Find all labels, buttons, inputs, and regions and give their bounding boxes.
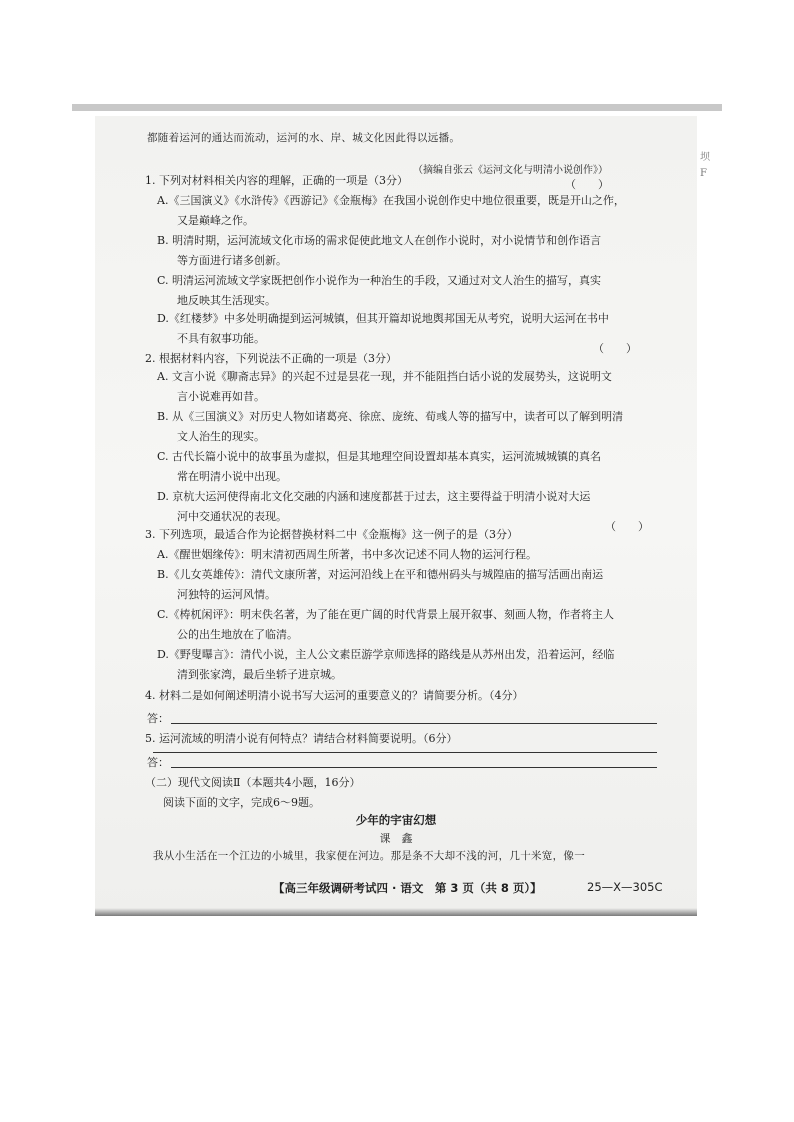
q5-answer-label: 答：	[147, 756, 169, 769]
q4-answer-line	[171, 723, 657, 724]
q3-option-a: A.《醒世姻缘传》：明末清初西周生所著，书中多次记述不同人物的运河行程。	[157, 548, 537, 561]
q3-option-d: D.《野叟曝言》：清代小说，主人公文素臣游学京师选择的路线是从苏州出发，沿着运河，经临	[157, 648, 615, 661]
q1-option-b: B. 明清时期，运河流域文化市场的需求促使此地文人在创作小说时，对小说情节和创作语言	[157, 234, 602, 247]
margin-mark-right: F	[700, 168, 707, 179]
q3-answer-paren: （ ）	[605, 520, 649, 533]
q2-option-b: B. 从《三国演义》对历史人物如诸葛亮、徐庶、庞统、荀彧人等的描写中，读者可以了解到明清	[157, 410, 624, 423]
footer-page-info: 【高三年级调研考试四 · 语文 第 3 页（共 8 页）】	[273, 881, 542, 895]
exam-page	[95, 116, 697, 916]
q2-stem: 2. 根据材料内容，下列说法不正确的一项是（3分）	[145, 352, 397, 365]
q2-option-c-cont: 常在明清小说中出现。	[177, 470, 287, 483]
source-note: （摘编自张云《运河文化与明清小说创作》）	[413, 165, 608, 176]
q3-option-d-cont: 清到张家湾，最后坐轿子进京城。	[177, 668, 342, 681]
q3-option-c-cont: 公的出生地放在了临清。	[177, 628, 298, 641]
story-author: 课 鑫	[379, 832, 413, 845]
q1-option-b-cont: 等方面进行诸多创新。	[177, 254, 287, 267]
q1-option-d-cont: 不具有叙事功能。	[177, 332, 265, 345]
q2-option-d: D. 京杭大运河使得南北文化交融的内涵和速度都甚于过去，这主要得益于明清小说对大运	[157, 490, 591, 503]
q1-option-c-cont: 地反映其生活现实。	[177, 294, 276, 307]
section-2-instruction: 阅读下面的文字，完成6～9题。	[163, 796, 320, 809]
footer-code: 25—X—305C	[587, 880, 663, 894]
q1-option-a-cont: 又是巅峰之作。	[177, 214, 254, 227]
q3-stem: 3. 下列选项，最适合作为论据替换材料二中《金瓶梅》这一例子的是（3分）	[145, 528, 518, 541]
section-2-heading: （二）现代文阅读Ⅱ（本题共4小题，16分）	[145, 776, 361, 789]
margin-mark-top: 坝	[700, 152, 710, 163]
q1-answer-paren: （ ）	[565, 178, 609, 191]
top-divider-bar	[72, 104, 722, 111]
q1-option-c: C. 明清运河流域文学家既把创作小说作为一种治生的手段，又通过对文人治生的描写，真实	[157, 274, 602, 287]
q2-option-b-cont: 文人治生的现实。	[177, 430, 265, 443]
q3-option-b: B.《儿女英雄传》：清代文康所著，对运河沿线上在平和德州码头与城隍庙的描写活画出南运	[157, 568, 604, 581]
q3-option-c: C.《梼杌闲评》：明末佚名著，为了能在更广阔的时代背景上展开叙事、刻画人物，作者将主人	[157, 608, 615, 621]
q3-option-b-cont: 河独特的运河风情。	[177, 588, 276, 601]
q5-answer-line-1	[153, 752, 657, 753]
story-first-line: 我从小生活在一个江边的小城里，我家便在河边。那是条不大却不浅的河，几十米宽，像一	[153, 850, 585, 862]
q2-option-c: C. 古代长篇小说中的故事虽为虚拟，但是其地理空间设置却基本真实，运河流城城镇的真名	[157, 450, 602, 463]
q2-option-a-cont: 言小说难再如昔。	[177, 390, 265, 403]
q1-option-d: D.《红楼梦》中多处明确提到运河城镇，但其开篇却说地舆邦国无从考究，说明大运河在书中	[157, 312, 609, 325]
q4-stem: 4. 材料二是如何阐述明清小说书写大运河的重要意义的？请简要分析。（4分）	[145, 689, 524, 702]
q1-stem: 1. 下列对材料相关内容的理解，正确的一项是（3分）	[145, 174, 408, 187]
q4-answer-label: 答：	[147, 712, 169, 725]
q1-option-a: A.《三国演义》《水浒传》《西游记》《金瓶梅》在我国小说创作史中地位很重要，既是开山之作，	[157, 194, 625, 207]
q5-stem: 5. 运河流域的明清小说有何特点？请结合材料简要说明。（6分）	[145, 732, 458, 745]
page-bottom-shadow	[95, 908, 697, 916]
q2-answer-paren: （ ）	[593, 342, 637, 355]
q5-answer-line-2	[171, 767, 657, 768]
intro-line: 都随着运河的通达而流动，运河的水、岸、城文化因此得以远播。	[147, 132, 461, 144]
q2-option-d-cont: 河中交通状况的表现。	[177, 510, 287, 523]
q2-option-a: A. 文言小说《聊斋志异》的兴起不过是昙花一现，并不能阻挡白话小说的发展势头，这说明文	[157, 370, 612, 383]
story-title: 少年的宇宙幻想	[355, 813, 437, 827]
